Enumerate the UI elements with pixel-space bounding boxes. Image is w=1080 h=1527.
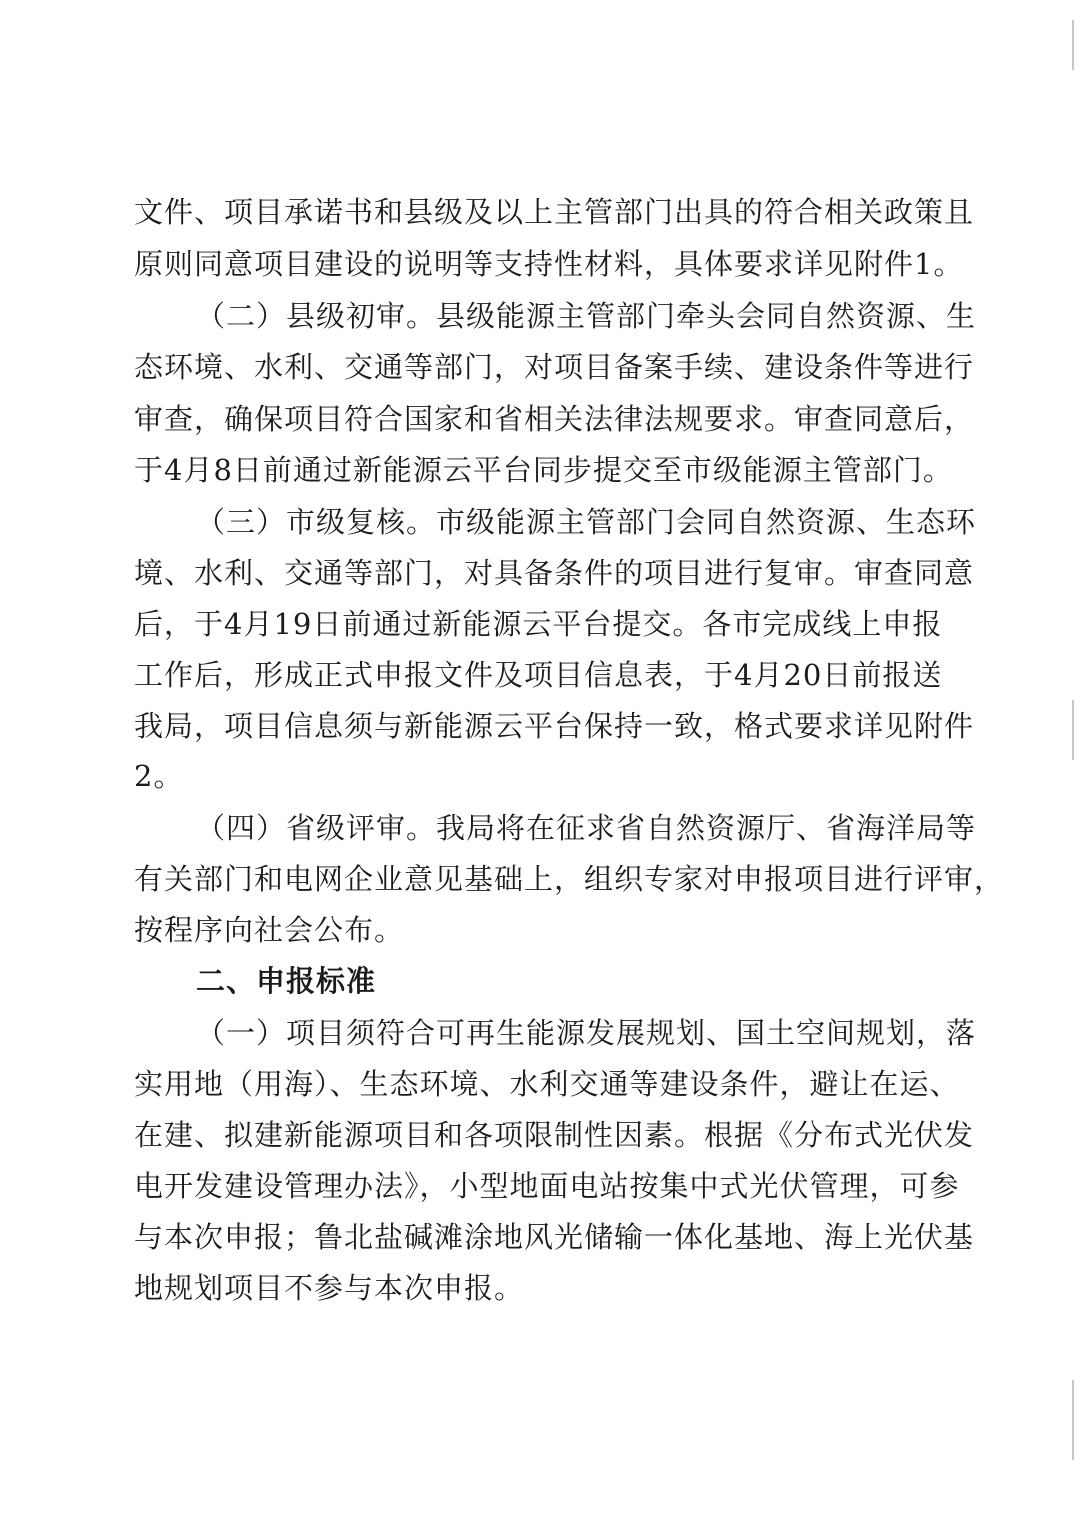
paragraph-line: （二）县级初审。县级能源主管部门牵头会同自然资源、生: [196, 299, 977, 333]
paragraph-line: 实用地（用海）、生态环境、水利交通等建设条件，避让在运、: [134, 1067, 960, 1101]
section-heading: 二、申报标准: [196, 964, 377, 998]
paragraph-line: 按程序向社会公布。: [134, 913, 405, 947]
paragraph-line: 地规划项目不参与本次申报。: [134, 1271, 525, 1305]
paragraph-line: 文件、项目承诺书和县级及以上主管部门出具的符合相关政策且: [134, 195, 975, 229]
paragraph-line: 在建、拟建新能源项目和各项限制性因素。根据《分布式光伏发: [134, 1118, 975, 1152]
scan-edge-mark: [1072, 1380, 1074, 1460]
paragraph-line: （一）项目须符合可再生能源发展规划、国土空间规划，落: [196, 1016, 977, 1050]
paragraph-line: 与本次申报；鲁北盐碱滩涂地风光储输一体化基地、海上光伏基: [134, 1220, 975, 1254]
paragraph-line: 有关部门和电网企业意见基础上，组织专家对申报项目进行评审，: [134, 862, 1005, 896]
scan-edge-mark: [1072, 700, 1074, 760]
paragraph-line: 工作后，形成正式申报文件及项目信息表，于4月20日前报送: [134, 658, 943, 692]
paragraph-line: 境、水利、交通等部门，对具备条件的项目进行复审。审查同意: [134, 556, 975, 590]
paragraph-line: 电开发建设管理办法》，小型地面电站按集中式光伏管理，可参: [134, 1169, 960, 1203]
paragraph-line: （四）省级评审。我局将在征求省自然资源厅、省海洋局等: [196, 811, 977, 845]
paragraph-line: （三）市级复核。市级能源主管部门会同自然资源、生态环: [196, 505, 977, 539]
paragraph-line: 于4月8日前通过新能源云平台同步提交至市级能源主管部门。: [134, 453, 953, 487]
paragraph-line: 原则同意项目建设的说明等支持性材料，具体要求详见附件1。: [134, 247, 964, 281]
paragraph-line: 后，于4月19日前通过新能源云平台提交。各市完成线上申报: [134, 607, 943, 641]
paragraph-line: 审查，确保项目符合国家和省相关法律法规要求。审查同意后，: [134, 402, 975, 436]
paragraph-line: 态环境、水利、交通等部门，对项目备案手续、建设条件等进行: [134, 350, 975, 384]
paragraph-line: 我局，项目信息须与新能源云平台保持一致，格式要求详见附件: [134, 709, 975, 743]
scan-edge-mark: [1072, 20, 1074, 70]
paragraph-line: 2。: [134, 759, 184, 793]
